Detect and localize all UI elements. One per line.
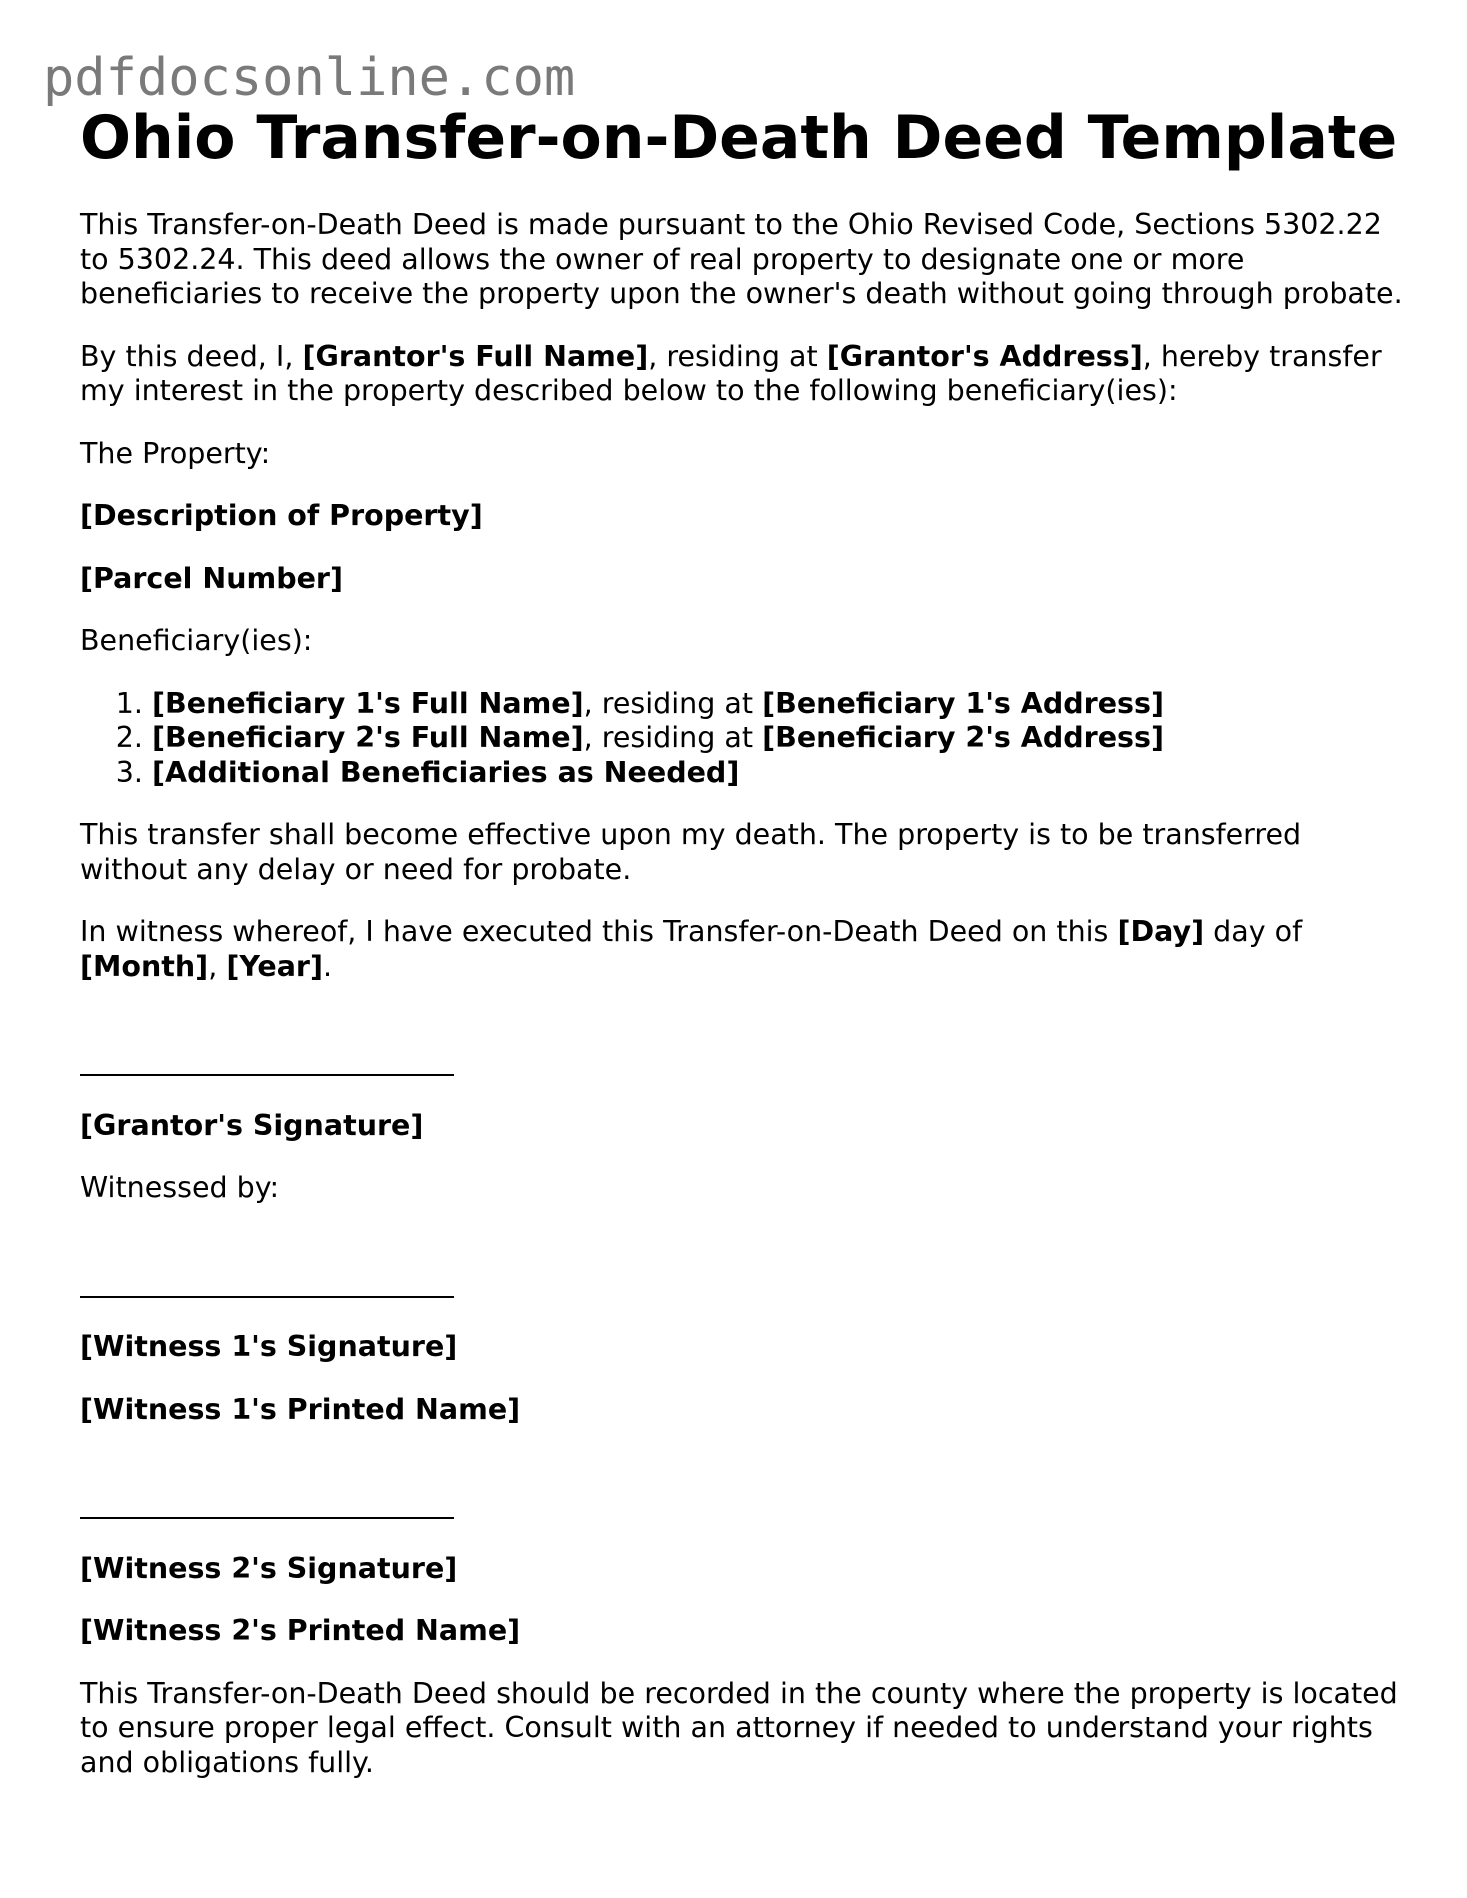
witness-2-printed-name-label: [Witness 2's Printed Name] [80,1614,521,1647]
day-placeholder: [Day] [1117,915,1205,948]
document-body [80,100,1410,1780]
witness-clause: In witness whereof, I have executed this Transfer-on-Death Deed on this [Day] day of [Month], [Year]. [80,915,1303,983]
grantor-signature-label: [Grantor's Signature] [80,1108,424,1142]
additional-beneficiaries: [Additional Beneficiaries as Needed] [152,755,740,789]
beneficiary-1-address: [Beneficiary 1's Address] [762,686,1165,720]
beneficiary-1-name: [Beneficiary 1's Full Name] [152,686,584,720]
property-description-placeholder: [Description of Property] [80,499,483,532]
list-item: 1. [Beneficiary 1's Full Name], residing at [Beneficiary 1's Address] [152,687,1410,722]
witness-1-printed-name-label: [Witness 1's Printed Name] [80,1392,521,1426]
parcel-number-placeholder: [Parcel Number] [80,561,343,595]
beneficiaries-label: Beneficiary(ies): [80,624,313,657]
grantor-name-placeholder: [Grantor's Full Name] [302,339,649,373]
page-title: Ohio Transfer-on-Death Deed Template [80,103,1398,173]
beneficiary-2-name: [Beneficiary 2's Full Name] [152,721,584,754]
effective-paragraph: This transfer shall become effective upon my death. The property is to be transferred without any delay or need for probate. [80,818,1302,886]
list-item [152,756,1410,791]
watermark: pdfdocsonline.com [43,48,576,108]
grant-paragraph: By this deed, I, [Grantor's Full Name], residing at [Grantor's Address], hereby transfer my interest in the property described below to the following beneficiary(ies): [80,339,1382,407]
month-placeholder: [Month] [80,949,209,983]
grantor-address-placeholder: [Grantor's Address] [826,339,1143,373]
intro-paragraph: This Transfer-on-Death Deed is made pursuant to the Ohio Revised Code, Sections 5302.22 to 5302.24. This deed allows the owner of real property to designate one or more beneficiaries to receive the property upon the owner's death without going through probate. [80,208,1403,310]
witness-2-signature-line [80,1489,1410,1524]
witnessed-by-label: Witnessed by: [80,1171,280,1204]
year-placeholder: [Year] [226,949,324,983]
witness-1-signature-line [80,1268,1410,1303]
beneficiary-2-address: [Beneficiary 2's Address] [762,721,1165,754]
beneficiary-list [80,687,1410,791]
grantor-signature-line [80,1046,1410,1081]
witness-2-signature-label: [Witness 2's Signature] [80,1551,458,1585]
closing-paragraph: This Transfer-on-Death Deed should be recorded in the county where the property is located to ensure proper legal effect. Consult with an attorney if needed to understand your rights and obligations fully. [80,1676,1398,1779]
list-item: 2. [Beneficiary 2's Full Name], residing at [Beneficiary 2's Address] [152,721,1410,756]
witness-1-signature-label: [Witness 1's Signature] [80,1330,458,1363]
property-label: The Property: [80,436,271,470]
